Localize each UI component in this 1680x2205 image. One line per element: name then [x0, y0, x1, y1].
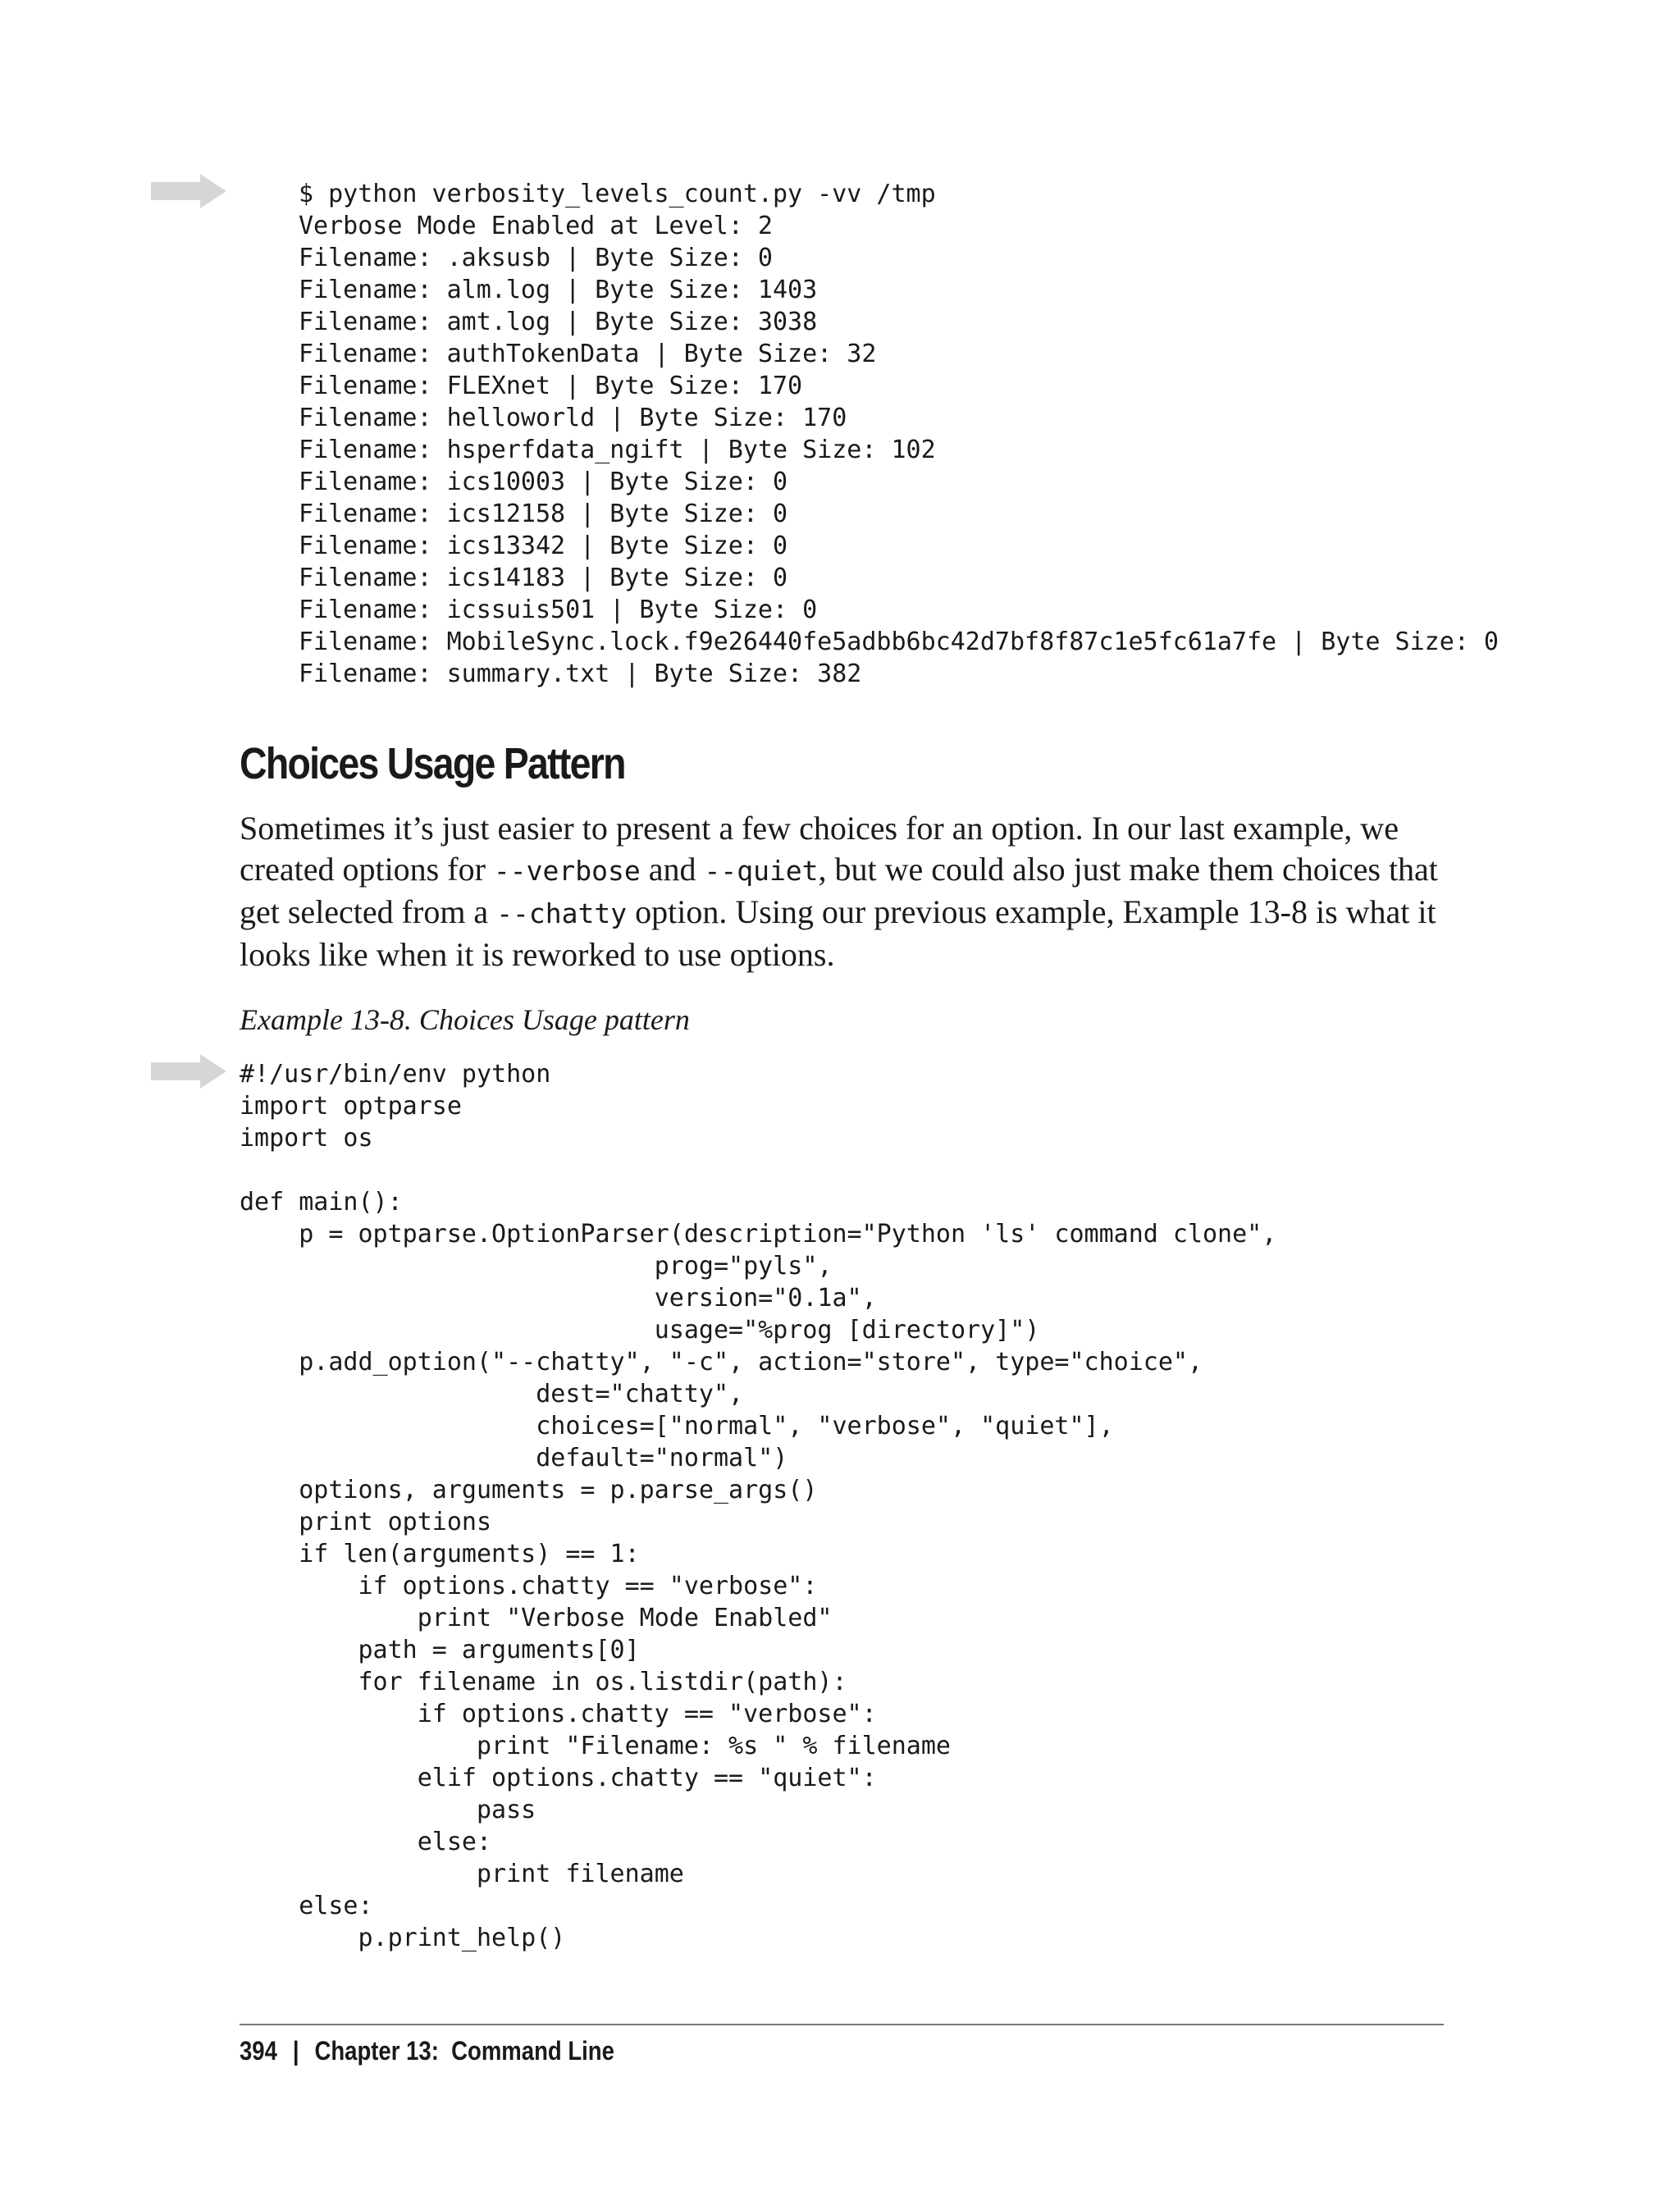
terminal-output-block: $ python verbosity_levels_count.py -vv /tmp Verbose Mode Enabled at Level: 2 Filename: .aksusb | Byte Size: 0 Filename: alm.log | Byte Size: 1403 Filename: amt.log | Byte Size: 3038 Filename: authTokenData | Byte Size: 32 Filename: FLEXnet | Byte Size: 170 Filename: helloworld | Byte Size: 170 Filename: hsperfdata_ngift | Byte Size: 102 Filename: ics10003 | Byte Size: 0 Filename: ics12158 | Byte Size: 0 Filename: ics13342 | Byte Size: 0 Filename: ics14183 | Byte Size: 0 Filename: icssuis501 | Byte Size: 0 Filename: MobileSync.lock.f9e26440fe5adbb6bc42d7bf8f87c1e5fc61a7fe | Byte Size: 0 Filename: summary.txt | Byte Size: 382	[299, 180, 1499, 688]
paragraph-text: , but we could also just make them choices that get selected from a	[240, 851, 1438, 930]
arrow-marker-icon	[151, 1054, 226, 1089]
footer-separator: |	[292, 2036, 299, 2066]
example-caption: Example 13-8. Choices Usage pattern	[240, 1003, 690, 1036]
section-heading: Choices Usage Pattern	[240, 739, 625, 788]
footer-rule	[240, 2024, 1444, 2025]
paragraph-text: Sometimes it’s just easier to present a few choices for an option. In our last example, we created options for	[240, 810, 1399, 888]
page-footer	[240, 2036, 614, 2066]
body-paragraph	[240, 808, 1444, 975]
inline-code-chatty: --chatty	[496, 897, 628, 929]
chapter-title: Chapter 13: Command Line	[314, 2036, 614, 2066]
inline-code-quiet: --quiet	[704, 855, 819, 887]
inline-code-verbose: --verbose	[493, 855, 641, 887]
paragraph-text: and	[640, 851, 705, 888]
arrow-marker-icon	[151, 174, 226, 208]
paragraph-text: option. Using our previous example, Example 13-8 is what it looks like when it is reworked to use options.	[240, 893, 1436, 973]
page-number: 394	[240, 2036, 277, 2066]
code-listing: #!/usr/bin/env python import optparse import os def main(): p = optparse.OptionParser(description="Python 'ls' command clone", prog="pyls", version="0.1a", usage="%prog [directory]") p.add_option("--chatty", "-c", action="store", type="choice", dest="chatty", choices=["normal", "verbose", "quiet"], default="normal") options, arguments = p.parse_args() print options if len(arguments) == 1: if options.chatty == "verbose": print "Verbose Mode Enabled" path = arguments[0] for filename in os.listdir(path): if options.chatty == "verbose": print "Filename: %s " % filename elif options.chatty == "quiet": pass else: print filename else: p.print_help()	[240, 1060, 1277, 1952]
